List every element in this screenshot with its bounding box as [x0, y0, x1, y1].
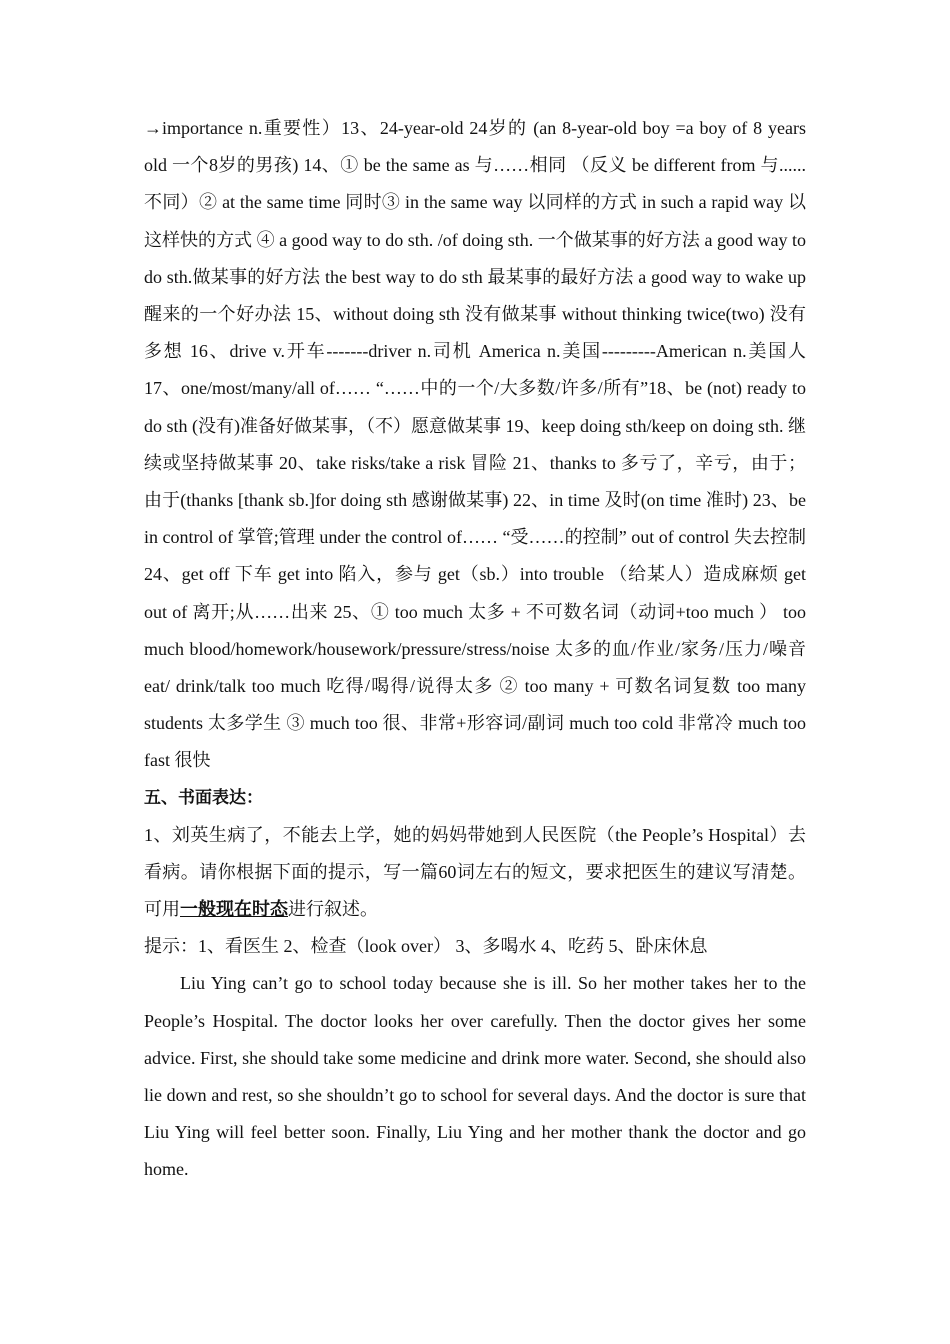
- task-prompt-text: 1、刘英生病了，不能去上学，她的妈妈带她到人民医院（the People’s Hospital）去看病。请你根据下面的提示，写一篇60词左右的短文，要求把医生的建议写清楚。可用: [144, 824, 806, 920]
- vocabulary-notes: →importance n.重要性）13、24-year-old 24岁的 (an 8-year-old boy =a boy of 8 years old 一个8岁的男孩) 14、① be the same as 与……相同 （反义 be different from 与......不同）② at the same time 同时③ in the same way 以同样的方式 in such a rapid way 以这样快的方式 ④ a good way to do sth. /of doing sth. 一个做某事的好方法 a good way to do sth.做某事的好方法 the best way to do sth 最某事的最好方法 a good way to wake up 醒来的一个好办法 15、without doing sth 没有做某事 without thinking twice(two) 没有多想 16、drive v.开车-------driver n.司机 America n.美国---------American n.美国人 17、one/most/many/all of…… “……中的一个/大多数/许多/所有”18、be (not) ready to do sth (没有)准备好做某事，（不）愿意做某事 19、keep doing sth/keep on doing sth. 继续或坚持做某事 20、take risks/take a risk 冒险 21、thanks to 多亏了，辛亏，由于；由于(thanks [thank sb.]for doing sth 感谢做某事) 22、in time 及时(on time 准时) 23、be in control of 掌管;管理 under the control of…… “受……的控制” out of control 失去控制 24、get off 下车 get into 陷入，参与 get（sb.）into trouble （给某人）造成麻烦 get out of 离开;从……出来 25、① too much 太多 + 不可数名词（动词+too much ） too much blood/homework/housework/pressure/stress/noise 太多的血/作业/家务/压力/噪音 eat/ drink/talk too much 吃得/喝得/说得太多 ② too many + 可数名词复数 too many students 太多学生 ③ much too 很、非常+形容词/副词 much too cold 非常冷 much too fast 很快: [144, 118, 806, 771]
- writing-hints: 提示：1、看医生 2、检查（look over） 3、多喝水 4、吃药 5、卧床休息: [144, 936, 708, 957]
- section-heading-writing: 五、书面表达：: [144, 787, 263, 808]
- task-prompt-tail: 进行叙述。: [288, 899, 378, 920]
- task-prompt-emphasis: 一般现在时态: [180, 899, 288, 920]
- writing-task-prompt: [144, 817, 806, 929]
- sample-essay: Liu Ying can’t go to school today because she is ill. So her mother takes her to the People’s Hospital. The doctor looks her over carefully. Then the doctor gives her some advice. First, she should take some medicine and drink more water. Second, she should also lie down and rest, so she shouldn’t go to school for several days. And the doctor is sure that Liu Ying will feel better soon. Finally, Liu Ying and her mother thank the doctor and go home.: [144, 973, 806, 1180]
- page-content: [144, 110, 806, 1189]
